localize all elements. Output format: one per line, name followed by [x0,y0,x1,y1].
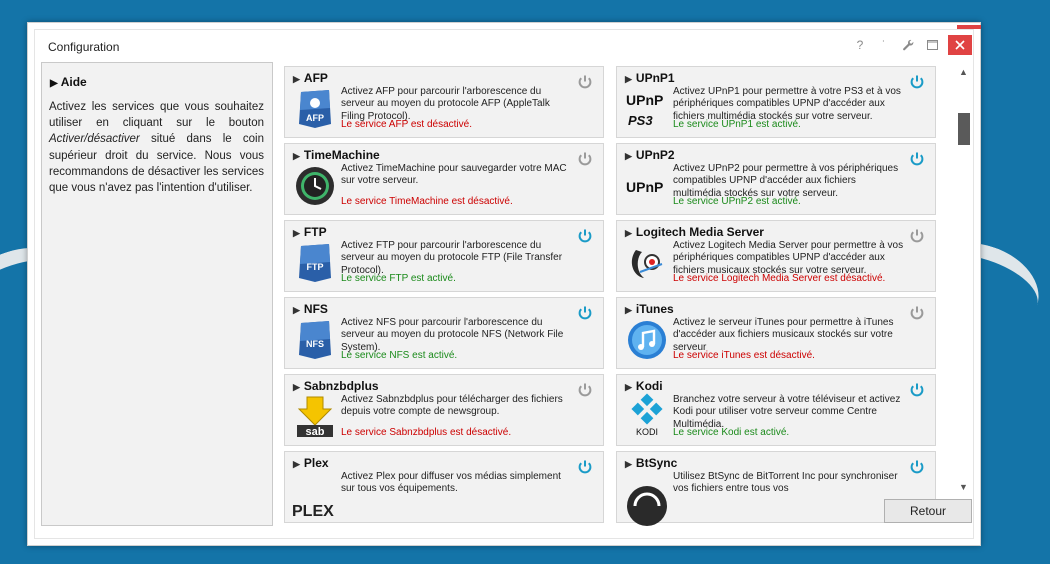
svg-text:AFP: AFP [306,113,324,123]
power-toggle-icon[interactable] [577,74,593,90]
service-description: Utilisez BtSync de BitTorrent Inc pour synchroniser vos fichiers entre tous vos [673,471,898,495]
service-description: Activez le serveur iTunes pour permettre à iTunes d'accéder aux fichiers musicaux stockés sur votre serveur [673,317,894,353]
service-status: Le service FTP est activé. [341,273,456,284]
service-card-afp: ▶ AFP AFP Activez AFP pour parcourir l'arborescence du serveur au moyen du protocole AFP (AppleTalk Filing Protocol). Le service AFP est désactivé. [284,66,604,138]
help-icon[interactable]: ? [856,38,864,52]
service-description: Activez Logitech Media Server pour permettre à vos périphériques compatibles UPNP d'accéder aux fichiers musicaux stockés sur votre serveur. [673,240,904,276]
upnp-icon [625,164,669,208]
itunes-icon [625,318,669,362]
power-toggle-icon[interactable] [909,382,925,398]
service-card-nfs: ▶ NFS NFS Activez NFS pour parcourir l'arborescence du serveur au moyen du protocole NFS (Network File System). Le service NFS est activé. [284,297,604,369]
service-description: Branchez votre serveur à votre téléviseur et activez Kodi pour utiliser votre serveur comme Centre Multimédia. [673,394,901,430]
service-status: Le service iTunes est désactivé. [673,350,815,361]
power-toggle-icon[interactable] [577,228,593,244]
ftp-icon [293,241,337,285]
service-status: Le service Logitech Media Server est désactivé. [673,273,886,284]
service-status: Le service TimeMachine est désactivé. [341,196,513,207]
window-title: Configuration [48,40,120,54]
svg-text:NFS: NFS [306,339,324,349]
service-status: Le service AFP est désactivé. [341,119,472,130]
service-status: Le service UPnP1 est activé. [673,119,801,130]
titlebar [28,23,980,63]
service-description: Activez AFP pour parcourir l'arborescence du serveur au moyen du protocole AFP (AppleTalk Filing Protocol). [341,86,550,122]
maximize-icon[interactable] [920,35,944,55]
power-toggle-icon[interactable] [577,305,593,321]
btsync-icon [625,472,669,516]
service-status: Le service UPnP2 est activé. [673,196,801,207]
service-card-plex: ▶ Plex PLEX Activez Plex pour diffuser vos médias simplement sur tous vos équipements. [284,451,604,523]
service-card-logitech: ▶ Logitech Media Server Activez Logitech Media Server pour permettre à vos périphériques compatibles UPNP d'accéder aux fichiers musicaux stockés sur votre serveur. Le service Logitech Media Server est désactivé. [616,220,936,292]
svg-text:PLEX: PLEX [292,503,334,520]
svg-text:UPnP: UPnP [626,92,664,108]
service-name: Kodi [635,379,663,393]
power-toggle-icon[interactable] [909,459,925,475]
triangle-icon: ▶ [50,78,58,89]
help-panel [41,62,273,526]
power-toggle-icon[interactable] [909,305,925,321]
service-name: UPnP2 [635,148,675,162]
service-name: Logitech Media Server [635,225,764,239]
upnp-ps3-icon [625,87,669,131]
retour-button[interactable]: Retour [884,499,972,523]
service-description: Activez UPnP1 pour permettre à votre PS3 et à vos périphériques compatibles UPNP d'accéder aux fichiers multimédia stockés sur votre serveur. [673,86,901,122]
service-name: BtSync [635,456,678,470]
afp-icon [293,87,337,131]
service-name: TimeMachine [303,148,380,162]
service-name: NFS [303,302,328,316]
svg-text:FTP: FTP [306,262,324,272]
pin-icon[interactable]: ˙ [882,38,886,52]
power-toggle-icon[interactable] [577,151,593,167]
wrench-icon[interactable] [896,35,920,55]
close-button[interactable] [948,35,972,55]
service-description: Activez Plex pour diffuser vos médias simplement sur tous vos équipements. [341,471,561,495]
help-text: Activez les services que vous souhaitez utiliser en cliquant sur le bouton Activer/désactiver situé dans le coin supérieur droit du service. Nous vous recommandons de désactiver les services que vous n'avez pas l'intention d'utiliser. [49,101,264,195]
power-toggle-icon[interactable] [909,228,925,244]
service-name: Plex [303,456,329,470]
service-card-upnp2: ▶ UPnP2 UPnP Activez UPnP2 pour permettre à vos périphériques compatibles UPNP d'accéder aux fichiers multimédia stockés sur votre serveur. Le service UPnP2 est activé. [616,143,936,215]
service-name: AFP [303,71,328,85]
svg-text:PS3: PS3 [628,113,653,128]
service-name: UPnP1 [635,71,675,85]
service-status: Le service Sabnzbdplus est désactivé. [341,427,512,438]
service-description: Activez FTP pour parcourir l'arborescence du serveur au moyen du protocole FTP (File Transfer Protocol). [341,240,563,276]
service-name: FTP [303,225,327,239]
sabnzbd-icon [293,395,337,439]
timemachine-icon [293,164,337,208]
power-toggle-icon[interactable] [909,74,925,90]
service-description: Activez UPnP2 pour permettre à vos périphériques compatibles UPNP d'accéder aux fichiers multimédia stockés sur votre serveur. [673,163,899,199]
scroll-down-icon[interactable]: ▼ [959,482,968,492]
service-card-sabnzbdplus: ▶ Sabnzbdplus sab Activez Sabnzbdplus pour télécharger des fichiers depuis votre compte de newsgroup. Le service Sabnzbdplus est désactivé. [284,374,604,446]
scroll-thumb[interactable] [958,113,970,145]
scroll-up-icon[interactable]: ▲ [959,67,968,77]
service-description: Activez Sabnzbdplus pour télécharger des fichiers depuis votre compte de newsgroup. [341,394,563,418]
service-description: Activez TimeMachine pour sauvegarder votre MAC sur votre serveur. [341,163,567,187]
service-card-ftp: ▶ FTP FTP Activez FTP pour parcourir l'arborescence du serveur au moyen du protocole FTP (File Transfer Protocol). Le service FTP est activé. [284,220,604,292]
logitech-icon [625,241,669,285]
power-toggle-icon[interactable] [577,382,593,398]
service-description: Activez NFS pour parcourir l'arborescence du serveur au moyen du protocole NFS (Network File System). [341,317,564,353]
titlebar-controls [848,35,972,55]
svg-text:sab: sab [305,426,325,438]
svg-text:KODI: KODI [635,427,659,437]
help-title: ▶ Aide [50,75,87,89]
kodi-icon [625,395,669,439]
service-card-kodi: ▶ Kodi KODI Branchez votre serveur à votre téléviseur et activez Kodi pour utiliser votre serveur comme Centre Multimédia. Le service Kodi est activé. [616,374,936,446]
service-card-btsync: ▶ BtSync Utilisez BtSync de BitTorrent Inc pour synchroniser vos fichiers entre tous vos [616,451,936,523]
nfs-icon [293,318,337,362]
service-card-upnp1: ▶ UPnP1 UPnP PS3 Activez UPnP1 pour permettre à votre PS3 et à vos périphériques compatibles UPNP d'accéder aux fichiers multimédia stockés sur votre serveur. Le service UPnP1 est activé. [616,66,936,138]
service-status: Le service NFS est activé. [341,350,458,361]
vertical-scrollbar[interactable] [955,63,972,496]
service-name: Sabnzbdplus [303,379,379,393]
service-card-itunes: ▶ iTunes Activez le serveur iTunes pour permettre à iTunes d'accéder aux fichiers musicaux stockés sur votre serveur Le service iTunes est désactivé. [616,297,936,369]
svg-text:UPnP: UPnP [626,179,664,195]
power-toggle-icon[interactable] [909,151,925,167]
service-name: iTunes [635,302,674,316]
plex-icon [292,472,337,520]
service-card-timemachine: ▶ TimeMachine Activez TimeMachine pour sauvegarder votre MAC sur votre serveur. Le service TimeMachine est désactivé. [284,143,604,215]
configuration-window [27,22,981,546]
power-toggle-icon[interactable] [577,459,593,475]
service-status: Le service Kodi est activé. [673,427,790,438]
